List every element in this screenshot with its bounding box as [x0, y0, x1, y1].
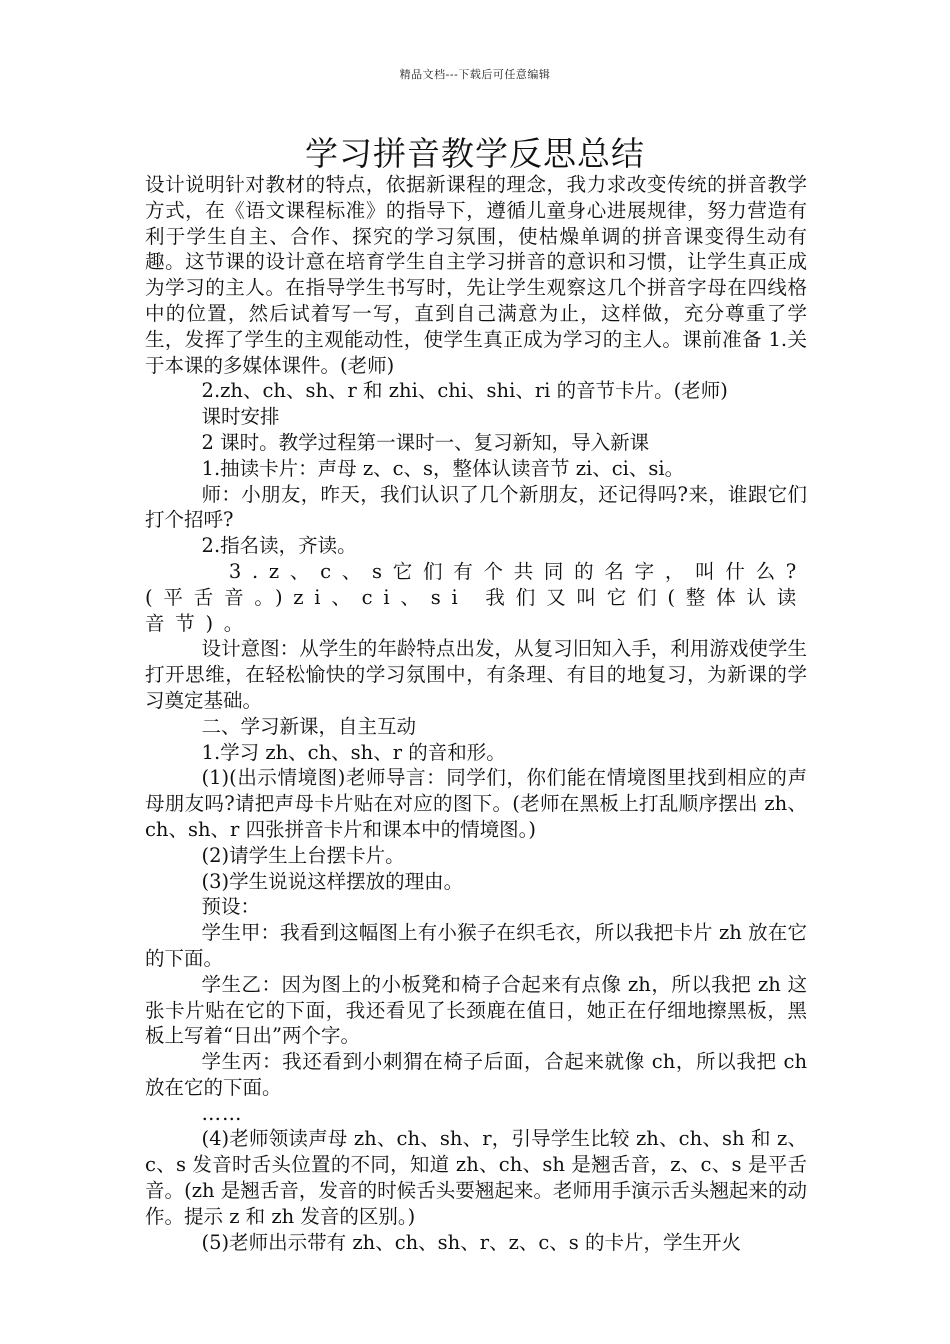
paragraph: 预设：	[201, 895, 261, 919]
document-title: 学习拼音教学反思总结	[305, 134, 645, 173]
paragraph: 1.学习 zh、ch、sh、r 的音和形。	[201, 740, 506, 764]
paragraph: (5)老师出示带有 zh、ch、sh、r、z、c、s 的卡片，学生开火	[201, 1230, 741, 1254]
paragraph: 3.z、c、s它们有个共同的名字，叫什么?(平舌音。)zi、ci、si 我们又叫它们(整体认读音节)。	[145, 559, 807, 635]
paragraph: 二、学习新课，自主互动	[201, 714, 417, 738]
paragraph: (1)(出示情境图)老师导言：同学们，你们能在情境图里找到相应的声母朋友吗?请把声母卡片贴在对应的图下。(老师在黑板上打乱顺序摆出 zh、ch、sh、r 四张拼音卡片和课本中的情境图。)	[145, 766, 807, 841]
paragraph: 设计意图：从学生的年龄特点出发，从复习旧知入手，利用游戏使学生打开思维，在轻松愉快的学习氛围中，有条理、有目的地复习，为新课的学习奠定基础。	[145, 637, 807, 712]
paragraph: 学生乙：因为图上的小板凳和椅子合起来有点像 zh，所以我把 zh 这张卡片贴在它的下面，我还看见了长颈鹿在值日，她正在仔细地擦黑板，黑板上写着“日出”两个字。	[145, 972, 807, 1048]
paragraph: 学生丙：我还看到小刺猬在椅子后面，合起来就像 ch，所以我把 ch 放在它的下面。	[145, 1050, 807, 1099]
paragraph: 2.zh、ch、sh、r 和 zhi、chi、shi、ri 的音节卡片。(老师)	[201, 379, 728, 403]
paragraph: 学生甲：我看到这幅图上有小猴子在织毛衣，所以我把卡片 zh 放在它的下面。	[145, 921, 807, 970]
paragraph: 师：小朋友，昨天，我们认识了几个新朋友，还记得吗?来，谁跟它们打个招呼?	[145, 482, 807, 532]
paragraph: ……	[201, 1101, 243, 1125]
paragraph: 1.抽读卡片：声母 z、c、s，整体认读音节 zi、ci、si。	[201, 456, 685, 480]
paragraph: 2 课时。教学过程第一课时一、复习新知，导入新课	[201, 430, 650, 454]
paragraph: (2)请学生上台摆卡片。	[201, 843, 405, 867]
paragraph: 课时安排	[201, 405, 280, 429]
paragraph: (3)学生说说这样摆放的理由。	[201, 869, 464, 893]
header-note: 精品文档---下载后可任意编辑	[399, 68, 551, 81]
paragraph: (4)老师领读声母 zh、ch、sh、r，引导学生比较 zh、ch、sh 和 z、c、s 发音时舌头位置的不同，知道 zh、ch、sh 是翘舌音，z、c、s 是平舌音。(zh 是翘舌音，发音的时候舌头要翘起来。老师用手演示舌头翘起来的动作。提示 z 和 zh 发音的区别。)	[145, 1127, 807, 1228]
paragraph: 设计说明针对教材的特点，依据新课程的理念，我力求改变传统的拼音教学方式，在《语文课程标准》的指导下，遵循儿童身心进展规律，努力营造有利于学生自主、合作、探究的学习氛围，使枯燥单调的拼音课变得生动有趣。这节课的设计意在培育学生自主学习拼音的意识和习惯，让学生真正成为学习的主人。在指导学生书写时，先让学生观察这几个拼音字母在四线格中的位置，然后试着写一写，直到自己满意为止，这样做，充分尊重了学生，发挥了学生的主观能动性，使学生真正成为学习的主人。课前准备 1.关于本课的多媒体课件。(老师)	[145, 173, 807, 377]
paragraph: 2.指名读，齐读。	[201, 534, 357, 558]
document-body	[145, 172, 807, 1255]
